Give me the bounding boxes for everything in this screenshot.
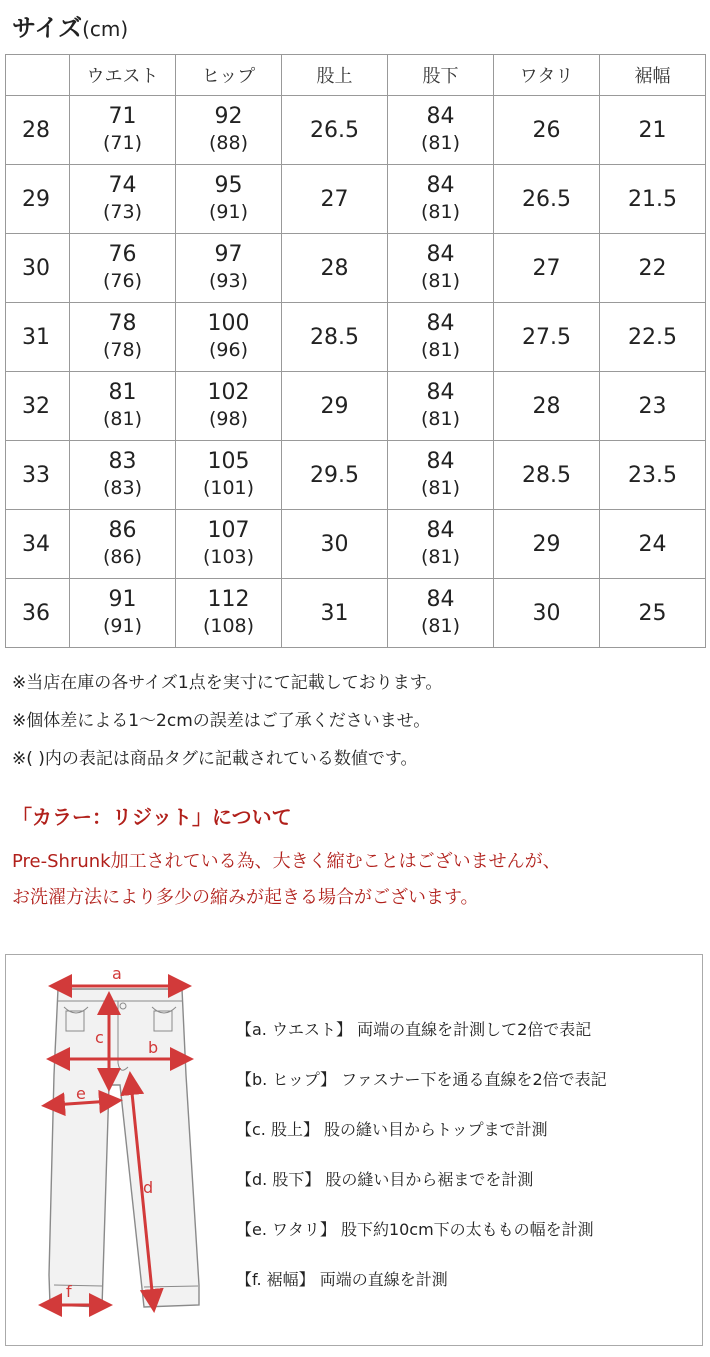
table-row [6, 579, 706, 648]
jeans-illustration [49, 989, 199, 1307]
cell-rise: 27 [282, 165, 388, 234]
size-table [5, 54, 706, 648]
cell-size: 36 [6, 579, 70, 648]
table-header-row [6, 55, 706, 96]
marker-f: f [66, 1282, 72, 1301]
cell-thigh: 27 [494, 234, 600, 303]
color-note-body [12, 844, 561, 916]
header-inseam: 股下 [388, 55, 494, 96]
cell-inseam: 84 (81) [388, 510, 494, 579]
table-row [6, 441, 706, 510]
cell-thigh: 30 [494, 579, 600, 648]
cell-inseam: 84 (81) [388, 234, 494, 303]
cell-inseam: 84 (81) [388, 579, 494, 648]
table-row [6, 372, 706, 441]
cell-waist: 76 (76) [70, 234, 176, 303]
guide-item-hip: 【b. ヒップ】 ファスナー下を通る直線を2倍で表記 [236, 1070, 607, 1089]
note-line: ※( )内の表記は商品タグに記載されている数値です。 [12, 749, 418, 769]
cell-inseam: 84 (81) [388, 372, 494, 441]
cell-waist: 91 (91) [70, 579, 176, 648]
guide-item-waist: 【a. ウエスト】 両端の直線を計測して2倍で表記 [236, 1020, 592, 1039]
cell-rise: 28 [282, 234, 388, 303]
cell-inseam: 84 (81) [388, 165, 494, 234]
marker-a: a [112, 964, 122, 983]
header-hip: ヒップ [176, 55, 282, 96]
table-row [6, 165, 706, 234]
cell-size: 28 [6, 96, 70, 165]
page-title: サイズ(cm) [12, 14, 129, 42]
cell-hip: 95 (91) [176, 165, 282, 234]
marker-c: c [95, 1028, 104, 1047]
cell-rise: 29 [282, 372, 388, 441]
cell-size: 32 [6, 372, 70, 441]
cell-waist: 81 (81) [70, 372, 176, 441]
header-thigh: ワタリ [494, 55, 600, 96]
cell-hem: 22.5 [600, 303, 706, 372]
cell-thigh: 26 [494, 96, 600, 165]
cell-thigh: 27.5 [494, 303, 600, 372]
cell-rise: 28.5 [282, 303, 388, 372]
cell-thigh: 28 [494, 372, 600, 441]
cell-inseam: 84 (81) [388, 96, 494, 165]
cell-waist: 86 (86) [70, 510, 176, 579]
cell-thigh: 26.5 [494, 165, 600, 234]
cell-hip: 105 (101) [176, 441, 282, 510]
cell-hem: 23.5 [600, 441, 706, 510]
cell-hip: 100 (96) [176, 303, 282, 372]
cell-hem: 23 [600, 372, 706, 441]
cell-rise: 26.5 [282, 96, 388, 165]
cell-waist: 74 (73) [70, 165, 176, 234]
color-note-title: 「カラー：リジット」について [12, 805, 292, 829]
measurement-guide [5, 954, 703, 1346]
guide-item-hem: 【f. 裾幅】 両端の直線を計測 [236, 1270, 448, 1289]
marker-e: e [76, 1084, 86, 1103]
marker-d: d [143, 1178, 154, 1197]
guide-item-inseam: 【d. 股下】 股の縫い目から裾までを計測 [236, 1170, 534, 1189]
cell-hip: 102 (98) [176, 372, 282, 441]
cell-hem: 21 [600, 96, 706, 165]
cell-hip: 92 (88) [176, 96, 282, 165]
table-row [6, 234, 706, 303]
cell-size: 30 [6, 234, 70, 303]
cell-hem: 24 [600, 510, 706, 579]
cell-hem: 21.5 [600, 165, 706, 234]
cell-inseam: 84 (81) [388, 303, 494, 372]
table-row [6, 96, 706, 165]
jeans-diagram [6, 955, 236, 1345]
header-hem: 裾幅 [600, 55, 706, 96]
header-rise: 股上 [282, 55, 388, 96]
notes [12, 664, 442, 778]
marker-b: b [148, 1038, 159, 1057]
guide-item-rise: 【c. 股上】 股の縫い目からトップまで計測 [236, 1120, 548, 1139]
cell-hip: 107 (103) [176, 510, 282, 579]
cell-rise: 29.5 [282, 441, 388, 510]
guide-list [236, 1013, 607, 1313]
cell-hip: 97 (93) [176, 234, 282, 303]
cell-rise: 30 [282, 510, 388, 579]
cell-thigh: 28.5 [494, 441, 600, 510]
cell-hem: 22 [600, 234, 706, 303]
cell-waist: 83 (83) [70, 441, 176, 510]
cell-size: 29 [6, 165, 70, 234]
cell-thigh: 29 [494, 510, 600, 579]
header-size [6, 55, 70, 96]
note-line: ※個体差による1〜2cmの誤差はご了承くださいませ。 [12, 711, 431, 731]
cell-waist: 71 (71) [70, 96, 176, 165]
cell-size: 33 [6, 441, 70, 510]
cell-size: 34 [6, 510, 70, 579]
header-waist: ウエスト [70, 55, 176, 96]
cell-inseam: 84 (81) [388, 441, 494, 510]
guide-item-thigh: 【e. ワタリ】 股下約10cm下の太ももの幅を計測 [236, 1220, 594, 1239]
note-line: ※当店在庫の各サイズ1点を実寸にて記載しております。 [12, 673, 443, 693]
cell-hip: 112 (108) [176, 579, 282, 648]
cell-waist: 78 (78) [70, 303, 176, 372]
color-note-line: Pre-Shrunk加工されている為、大きく縮むことはございませんが、 [12, 851, 561, 872]
table-row [6, 303, 706, 372]
cell-rise: 31 [282, 579, 388, 648]
table-row [6, 510, 706, 579]
color-note-line: お洗濯方法により多少の縮みが起きる場合がございます。 [12, 887, 479, 908]
cell-size: 31 [6, 303, 70, 372]
cell-hem: 25 [600, 579, 706, 648]
unit-label: (cm) [82, 17, 129, 41]
